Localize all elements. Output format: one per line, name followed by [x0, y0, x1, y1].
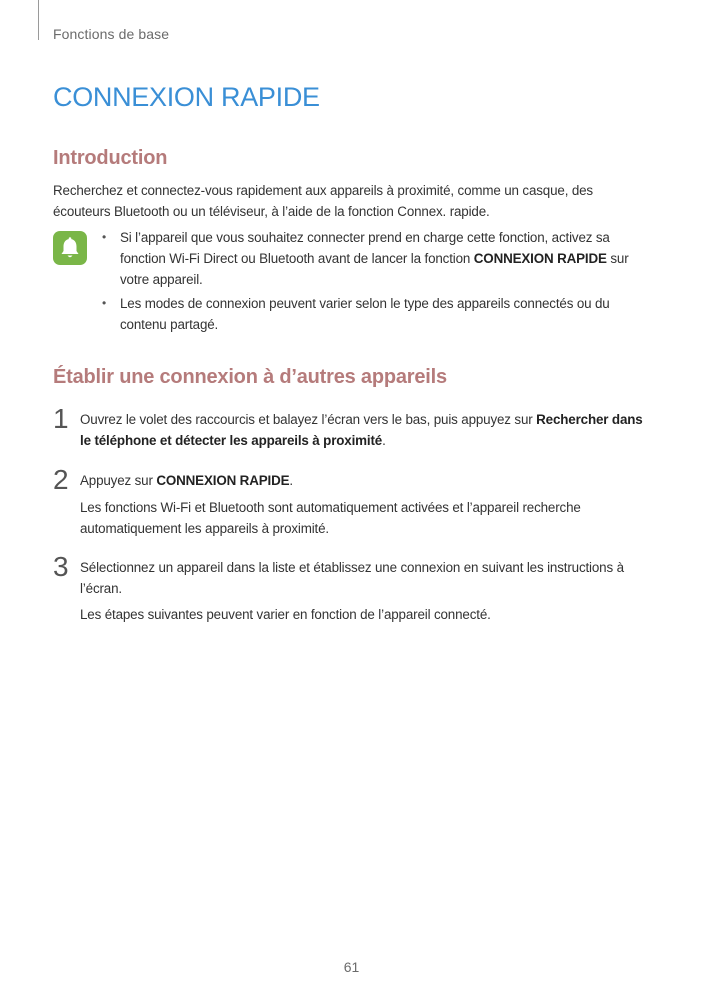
note-item	[102, 227, 654, 290]
note-text: Si l’appareil que vous souhaitez connecter prend en charge cette fonction, activez sa fonction Wi-Fi Direct ou Bluetooth avant de lancer la fonction	[120, 230, 610, 266]
step-text	[80, 470, 653, 491]
running-header: Fonctions de base	[53, 26, 170, 42]
page-title: CONNEXION RAPIDE	[53, 82, 320, 112]
step-bold-term: Rechercher dans le téléphone et détecter les appareils à proximité	[80, 412, 643, 448]
bell-icon	[53, 231, 87, 265]
step-bold-term: CONNEXION RAPIDE	[156, 473, 290, 488]
introduction-heading: Introduction	[53, 147, 168, 169]
bullet-dot-icon: •	[102, 230, 107, 244]
step-text-part: Ouvrez le volet des raccourcis et balayez l’écran vers le bas, puis appuyez sur	[80, 412, 537, 427]
note-bold-term: CONNEXION RAPIDE	[473, 251, 607, 266]
note-list	[102, 227, 654, 338]
note-text: Les modes de connexion peuvent varier selon le type des appareils connectés ou du contenu partagé.	[120, 296, 610, 332]
connection-heading: Établir une connexion à d’autres appareils	[53, 366, 447, 388]
step-number: 3	[53, 551, 69, 582]
note-text: sur votre appareil.	[120, 251, 629, 287]
step-note: Les étapes suivantes peuvent varier en fonction de l’appareil connecté.	[80, 607, 491, 622]
step-text-part: Appuyez sur	[80, 473, 157, 488]
step-text: Sélectionnez un appareil dans la liste et établissez une connexion en suivant les instructions à l’écran.	[80, 560, 624, 596]
page-number: 61	[343, 959, 360, 975]
introduction-paragraph: Recherchez et connectez-vous rapidement aux appareils à proximité, comme un casque, des écouteurs Bluetooth ou un téléviseur, à l’aide de la fonction Connex. rapide.	[53, 183, 593, 219]
step-text-part: .	[382, 433, 386, 448]
note-item	[102, 293, 654, 335]
step-text	[80, 409, 653, 451]
step-number: 2	[53, 464, 69, 495]
bullet-dot-icon: •	[102, 296, 107, 310]
step-number: 1	[53, 403, 69, 434]
step-text-part: .	[289, 473, 293, 488]
header-rule	[38, 0, 39, 40]
step-note: Les fonctions Wi-Fi et Bluetooth sont automatiquement activées et l’appareil recherche automatiquement les appareils à proximité.	[80, 500, 581, 536]
